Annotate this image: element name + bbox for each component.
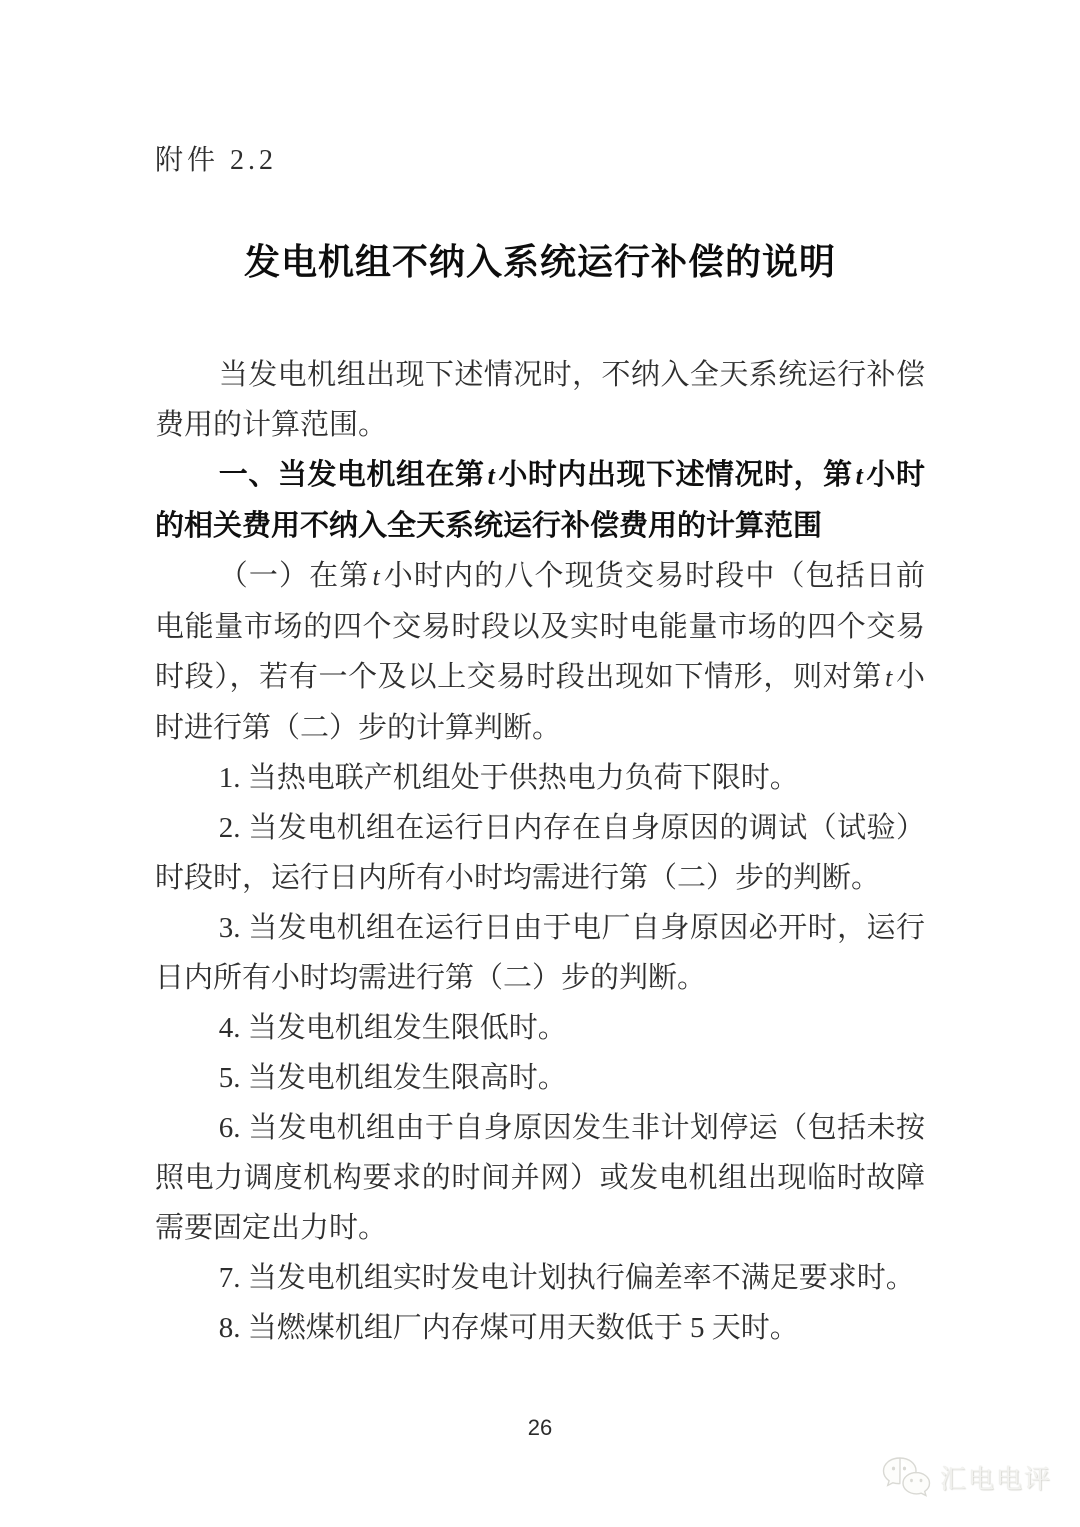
watermark	[880, 1455, 1052, 1499]
list-item: 4. 当发电机组发生限低时。	[218, 1012, 567, 1044]
variable-t: t	[885, 663, 893, 692]
heading-text: 小时的相关费用不纳入全天系统运行补偿费用的计算范围	[155, 459, 925, 542]
list-item: 7. 当发电机组实时发电计划执行偏差率不满足要求时。	[218, 1262, 915, 1294]
document-body	[155, 350, 925, 1353]
list-item: 3. 当发电机组在运行日由于电厂自身原因必开时，运行日内所有小时均需进行第（二）步的判断。	[155, 912, 925, 994]
document-content	[155, 146, 925, 1353]
clause-text: （一）在第	[218, 560, 370, 592]
heading-text: 一、当发电机组在第	[218, 459, 485, 491]
list-item: 2. 当发电机组在运行日内存在自身原因的调试（试验）时段时，运行日内所有小时均需进行第（二）步的判断。	[155, 812, 925, 894]
clause-text: 小时进行第（二）步的计算判断。	[155, 661, 925, 744]
list-item: 6. 当发电机组由于自身原因发生非计划停运（包括未按照电力调度机构要求的时间并网）或发电机组出现临时故障需要固定出力时。	[155, 1112, 925, 1244]
heading-text: 小时内出现下述情况时，第	[497, 459, 853, 491]
variable-t: t	[855, 461, 863, 490]
clause-one-paragraph	[155, 551, 925, 753]
list-item: 1. 当热电联产机组处于供热电力负荷下限时。	[218, 762, 799, 794]
list-item: 5. 当发电机组发生限高时。	[218, 1062, 567, 1094]
page-title: 发电机组不纳入系统运行补偿的说明	[243, 241, 836, 282]
wechat-icon	[880, 1455, 932, 1499]
variable-t: t	[372, 562, 380, 591]
attachment-label: 附件 2.2	[155, 145, 278, 176]
variable-t: t	[487, 461, 495, 490]
page-number: 26	[527, 1415, 553, 1440]
list-item: 8. 当燃煤机组厂内存煤可用天数低于 5 天时。	[218, 1312, 799, 1344]
section-one-heading	[155, 450, 925, 551]
intro-paragraph: 当发电机组出现下述情况时，不纳入全天系统运行补偿费用的计算范围。	[155, 359, 925, 441]
watermark-text: 汇电电评	[939, 1463, 1052, 1494]
clause-text: 小时内的八个现货交易时段中（包括日前电能量市场的四个交易时段以及实时电能量市场的四个交易时段），若有一个及以上交易时段出现如下情形，则对第	[155, 560, 925, 693]
